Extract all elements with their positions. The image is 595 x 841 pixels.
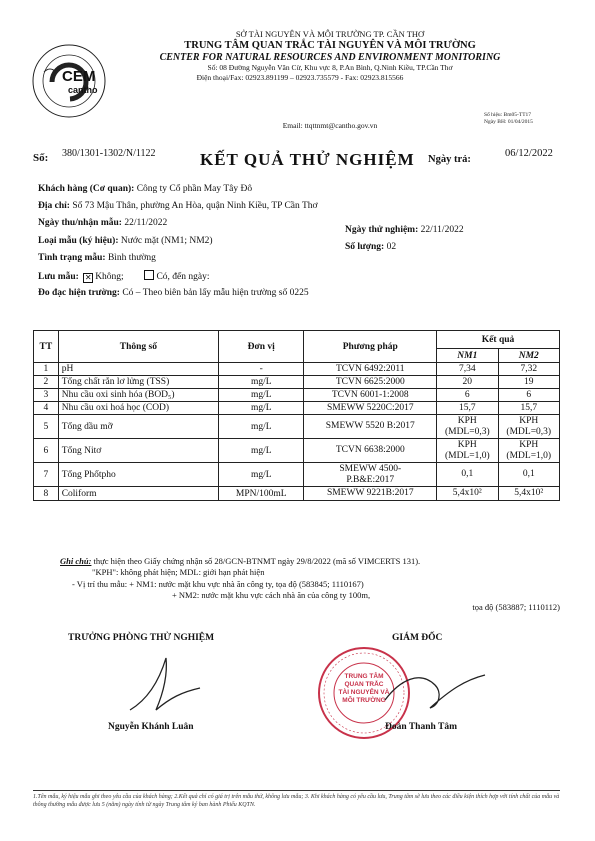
cell-nm2: 5,4x10²	[498, 487, 559, 501]
cell-nm1: 7,34	[437, 363, 498, 376]
cell-unit: mg/L	[219, 439, 304, 463]
logo-subtext: cantho	[68, 85, 98, 95]
left-signer-name: Nguyễn Khánh Luân	[108, 722, 194, 732]
cell-method: SMEWW 5520 B:2017	[304, 415, 437, 439]
table-row	[34, 402, 560, 415]
cell-method: SMEWW 4500- P.B&E:2017	[304, 463, 437, 487]
col-result: Kết quả	[437, 331, 560, 349]
cell-tt: 5	[34, 415, 59, 439]
dept-name: SỞ TÀI NGUYÊN VÀ MÔI TRƯỜNG TP. CẦN THƠ	[235, 29, 425, 39]
cell-tt: 4	[34, 402, 59, 415]
table-row	[34, 389, 560, 402]
cell-nm1: KPH (MDL=0,3)	[437, 415, 498, 439]
cell-param: Tổng Nitơ	[58, 439, 218, 463]
cell-unit: MPN/100mL	[219, 487, 304, 501]
cell-nm2: 15,7	[498, 402, 559, 415]
quantity-line: Số lượng: 02	[345, 242, 397, 252]
table-row	[34, 376, 560, 389]
cell-tt: 1	[34, 363, 59, 376]
cell-method: TCVN 6492:2011	[304, 363, 437, 376]
cell-nm1: 6	[437, 389, 498, 402]
right-signer-title: GIÁM ĐỐC	[392, 633, 443, 643]
cell-nm1: 20	[437, 376, 498, 389]
col-nm2: NM2	[498, 349, 559, 363]
cell-param: Coliform	[58, 487, 218, 501]
cell-unit: mg/L	[219, 402, 304, 415]
cell-param: Tổng Phốtpho	[58, 463, 218, 487]
col-unit: Đơn vị	[219, 331, 304, 363]
cell-nm2: 19	[498, 376, 559, 389]
return-date-value: 06/12/2022	[505, 148, 553, 159]
cell-method: SMEWW 5220C:2017	[304, 402, 437, 415]
cell-tt: 3	[34, 389, 59, 402]
sample-type-line: Loại mẫu (ký hiệu): Nước mặt (NM1; NM2)	[38, 236, 213, 246]
cem-logo	[30, 42, 108, 120]
logo-text: CEM	[62, 68, 96, 85]
storage-line: Lưu mẫu: ✕ Không; Có, đến ngày:	[38, 272, 210, 282]
storage-no-checkbox[interactable]: ✕	[84, 273, 92, 282]
col-method: Phương pháp	[304, 331, 437, 363]
col-param: Thông số	[58, 331, 218, 363]
cell-nm2: KPH (MDL=1,0)	[498, 439, 559, 463]
cell-unit: -	[219, 363, 304, 376]
cell-nm2: 0,1	[498, 463, 559, 487]
cell-nm1: 15,7	[437, 402, 498, 415]
footer-note: 1.Tên mẫu, ký hiệu mẫu ghi theo yêu cầu của khách hàng; 2.Kết quả chỉ có giá trị trên mẫu thử, không lưu mẫu; 3. Khi khách hàng có yêu cầu lưu, Trung tâm sẽ lưu theo các điều kiện thích hợp với tính chất của mẫu và thông thường mẫu được lưu 5 (năm) ngày tính từ ngày Trung tâm ký ban hành Phiếu KQTN.	[33, 790, 560, 810]
table-row	[34, 463, 560, 487]
cell-nm1: KPH (MDL=1,0)	[437, 439, 498, 463]
cell-nm2: 7,32	[498, 363, 559, 376]
test-date-line: Ngày thử nghiệm: 22/11/2022	[345, 225, 464, 235]
right-signature	[380, 650, 490, 725]
table-row	[34, 363, 560, 376]
left-signature	[120, 648, 210, 723]
receive-date-line: Ngày thu/nhận mẫu: 22/11/2022	[38, 218, 168, 228]
results-table	[33, 330, 560, 501]
center-address: Số: 08 Đường Nguyễn Văn Cừ, Khu vực 8, P.An Bình, Q.Ninh Kiều, TP.Cần Thơ	[207, 63, 453, 72]
official-stamp: TRUNG TÂM QUAN TRẮC TÀI NGUYÊN VÀ MÔI TRƯỜNG	[316, 645, 412, 741]
cell-tt: 8	[34, 487, 59, 501]
cell-method: SMEWW 9221B:2017	[304, 487, 437, 501]
notes: Ghi chú: thực hiện theo Giấy chứng nhận số 28/GCN-BTNMT ngày 29/8/2022 (mã số VIMCERTS 131). "KPH": không phát hiện; MDL: giới hạn phát hiện - Vị trí thu mẫu: + NM1: nước mặt khu vực nhà ăn công ty, tọa độ (583845; 1110167) + NM2: nước mặt khu vực cách nhà ăn của công ty 100m, tọa độ (583887; 1110112)	[60, 556, 560, 612]
right-signer-name: Đoàn Thanh Tâm	[385, 722, 457, 732]
cell-param: Tổng chất rắn lơ lửng (TSS)	[58, 376, 218, 389]
address-line: Địa chỉ: Số 73 Mậu Thân, phường An Hòa, quận Ninh Kiều, TP Cần Thơ	[38, 201, 318, 211]
cell-unit: mg/L	[219, 389, 304, 402]
cell-tt: 7	[34, 463, 59, 487]
table-row	[34, 415, 560, 439]
cell-nm1: 5,4x10²	[437, 487, 498, 501]
cell-unit: mg/L	[219, 376, 304, 389]
center-name-en: CENTER FOR NATURAL RESOURCES AND ENVIRONMENT MONITORING	[159, 52, 501, 63]
cell-method: TCVN 6001-1:2008	[304, 389, 437, 402]
col-nm1: NM1	[437, 349, 498, 363]
storage-yes-checkbox[interactable]	[144, 270, 154, 280]
cell-param: Nhu cầu oxi hoá học (COD)	[58, 402, 218, 415]
doc-number-value: 380/1301-1302/N/1122	[62, 148, 156, 159]
field-measure-line: Đo đạc hiện trường: Có – Theo biên bản lấy mẫu hiện trường số 0225	[38, 288, 309, 298]
table-row	[34, 439, 560, 463]
center-email: Email: ttqttnmt@cantho.gov.vn	[282, 121, 378, 130]
left-signer-title: TRƯỞNG PHÒNG THỬ NGHIỆM	[68, 633, 215, 643]
cell-method: TCVN 6638:2000	[304, 439, 437, 463]
return-date-label: Ngày trả:	[428, 154, 471, 165]
cell-method: TCVN 6625:2000	[304, 376, 437, 389]
cell-unit: mg/L	[219, 463, 304, 487]
col-tt: TT	[34, 331, 59, 363]
table-row	[34, 487, 560, 501]
cell-param: Nhu cầu oxi sinh hóa (BOD₅)	[58, 389, 218, 402]
form-code: Số hiệu: Bm05-TT17 Ngày BH: 01/04/2015	[484, 112, 533, 126]
center-phone: Điện thoại/Fax: 02923.891199 – 02923.735579 - Fax: 02923.815566	[196, 73, 404, 82]
cell-nm2: KPH (MDL=0,3)	[498, 415, 559, 439]
cell-tt: 2	[34, 376, 59, 389]
doc-number: Số:	[33, 152, 49, 164]
cell-unit: mg/L	[219, 415, 304, 439]
condition-line: Tình trạng mẫu: Bình thường	[38, 253, 156, 263]
customer-line: Khách hàng (Cơ quan): Công ty Cổ phần May Tây Đô	[38, 184, 253, 194]
cell-nm1: 0,1	[437, 463, 498, 487]
cell-param: pH	[58, 363, 218, 376]
cell-tt: 6	[34, 439, 59, 463]
cell-param: Tổng dầu mỡ	[58, 415, 218, 439]
cell-nm2: 6	[498, 389, 559, 402]
doc-title: KẾT QUẢ THỬ NGHIỆM	[200, 150, 415, 169]
center-name-vn: TRUNG TÂM QUAN TRẮC TÀI NGUYÊN VÀ MÔI TRƯỜNG	[184, 40, 476, 51]
